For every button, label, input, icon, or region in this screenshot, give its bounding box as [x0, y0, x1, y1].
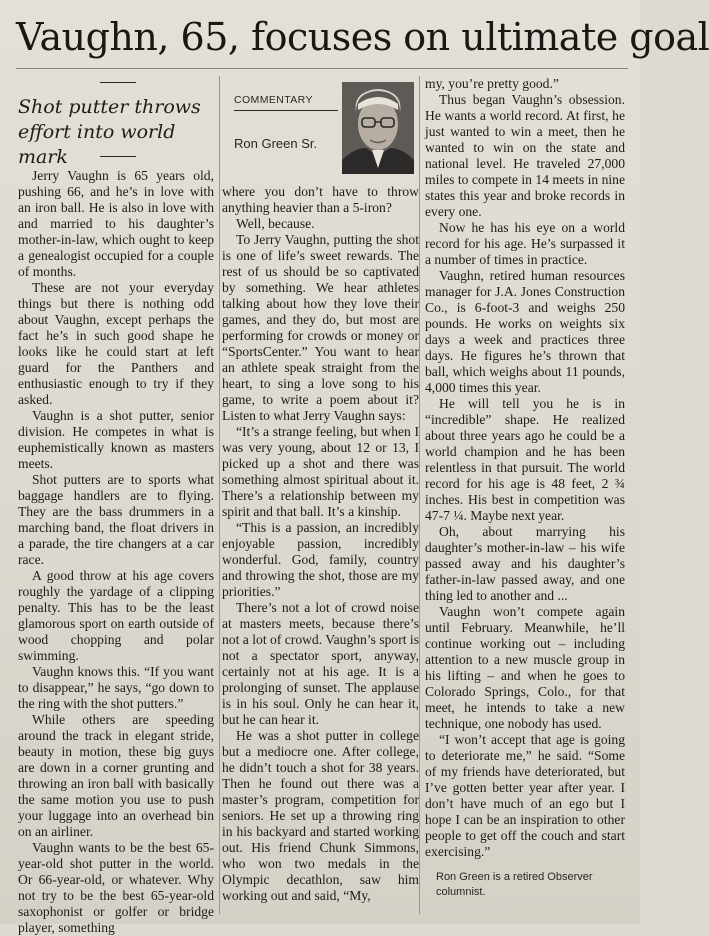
author-tagline: Ron Green is a retired Observer columnist.	[436, 871, 593, 898]
paragraph: where you don’t have to throw anything heavier than a 5-iron?	[222, 184, 419, 215]
paragraph: “This is a passion, an incredibly enjoyable passion, incredibly wonderful. God, family, country and throwing the shot, those are my priorities.”	[222, 520, 419, 599]
paragraph: To Jerry Vaughn, putting the shot is one of life’s sweet rewards. The rest of us should be so captivated by something. We hear athletes talking about how they love their games, and they do, but most are performing for crowds or money or “SportsCenter.” You want to hear an athlete speak straight from the heart, to sing a love song to his game, to write a poem about it? Listen to what Jerry Vaughn says:	[222, 232, 419, 423]
paragraph: He will tell you he is in “incredible” shape. He realized about three years ago he could be a world champion and he has been relentless in that pursuit. The world record for his age is 48 feet, 2 ¾ inches. His best in competition was 47-7 ¼. Maybe next year.	[425, 396, 625, 523]
paragraph: Vaughn knows this. “If you want to disappear,” he says, “go down to the ring with the shot putters.”	[18, 664, 214, 711]
commentary-author: Ron Green Sr.	[234, 136, 318, 151]
paragraph: Thus began Vaughn’s obsession. He wants a world record. At first, he just wanted to win a meet, then he wanted to win on the state and national level. He traveled 27,000 miles to compete in 14 meets in nine states this year and broke records in every one.	[425, 92, 625, 219]
article-column-1	[18, 168, 214, 935]
paragraph: Jerry Vaughn is 65 years old, pushing 66, and he’s in love with an iron ball. He is also in love with and married to his daughter’s mother-in-law, which ought to keep a genealogist occupied for a couple of months.	[18, 168, 214, 279]
column-rule-left	[219, 76, 220, 914]
paragraph: Well, because.	[236, 216, 315, 231]
paragraph: my, you’re pretty good.”	[425, 76, 559, 91]
commentary-label: COMMENTARY	[234, 94, 313, 106]
commentary-rule	[234, 110, 338, 111]
paragraph: He was a shot putter in college but a mediocre one. After college, he didn’t touch a shot for 38 years. Then he found out there was a master’s program, competition for seniors. He set up a throwing ring in his backyard and started working out. His friend Chunk Simmons, who won two medals in the Olympic decathlon, saw him working out and said, “My,	[222, 728, 419, 903]
commentary-box	[222, 80, 419, 176]
paragraph: Oh, about marrying his daughter’s mother-in-law – his wife passed away and his daughter’s father-in-law passed away, and one thing led to another and ...	[425, 524, 625, 603]
author-portrait-icon	[342, 82, 414, 174]
article-column-3	[425, 76, 625, 859]
paragraph: While others are speeding around the track in elegant stride, beauty in motion, these big guys are down in a corner grunting and throwing an iron ball with basically the same motion you use to push your luggage into an overhead bin on an airliner.	[18, 712, 214, 839]
paragraph: These are not your everyday things but there is nothing odd about Vaughn, except perhaps the fact he’s in such good shape he looks like he could start at left guard for the Panthers and enthusiastic enough to try if they asked.	[18, 280, 214, 407]
author-portrait-drawing	[342, 82, 414, 174]
paragraph: Vaughn won’t compete again until February. Meanwhile, he’ll continue working out – including attention to a new muscle group in his lifting – and when he goes to Colorado Springs, Colo., for that meet, he intends to take a new technique, one nobody has used.	[425, 604, 625, 731]
paragraph: Vaughn is a shot putter, senior division. He competes in what is euphemistically known as masters meets.	[18, 408, 214, 471]
paragraph: Vaughn wants to be the best 65-year-old shot putter in the world. Or 66-year-old, or whatever. Why not try to be the best 65-year-old saxophonist or golfer or bridge player, something	[18, 840, 214, 935]
headline-rule	[16, 68, 628, 69]
deck-rule-bottom	[100, 156, 136, 157]
deck-rule-top	[100, 82, 136, 83]
paragraph: There’s not a lot of crowd noise at masters meets, because there’s not a lot of crowd. Vaughn’s sport is not a spectator sport, anyway, certainly not at his age. It is a prolonging of sunset. The applause is in his soul. Only he can hear it, but he can hear it.	[222, 600, 419, 727]
article-column-2	[222, 184, 419, 914]
paragraph: A good throw at his age covers roughly the yardage of a clipping penalty. This has to be the least glamorous sport on earth outside of wood chopping and polar swimming.	[18, 568, 214, 663]
headline: Vaughn, 65, focuses on ultimate goal	[16, 15, 709, 59]
paragraph: Shot putters are to sports what baggage handlers are to flying. They are the bass drummers in a marching band, the float drivers in a parade, the tire changers at a car race.	[18, 472, 214, 567]
paragraph: Vaughn, retired human resources manager for J.A. Jones Construction Co., is 6-foot-3 and weighs 250 pounds. He works on weights six days a week and practices three days. He figures he’s thrown that ball, which weighs about 11 pounds, 4,000 times this year.	[425, 268, 625, 395]
paragraph: “It’s a strange feeling, but when I was very young, about 12 or 13, I picked up a shot and there was something almost spiritual about it. There’s a relationship between my spirit and that ball. It’s a kinship.	[222, 424, 419, 519]
paragraph: Now he has his eye on a world record for his age. He’s surpassed it a number of times in practice.	[425, 220, 625, 267]
paragraph: “I won’t accept that age is going to deteriorate me,” he said. “Some of my friends have deteriorated, but I’ve gotten better year after year. I don’t have much of an ego but I hope I can be an inspiration to other people to get off the couch and start exercising.”	[425, 732, 625, 859]
deck: Shot putter throws effort into world mark	[18, 96, 201, 168]
column-rule-right	[419, 76, 420, 914]
